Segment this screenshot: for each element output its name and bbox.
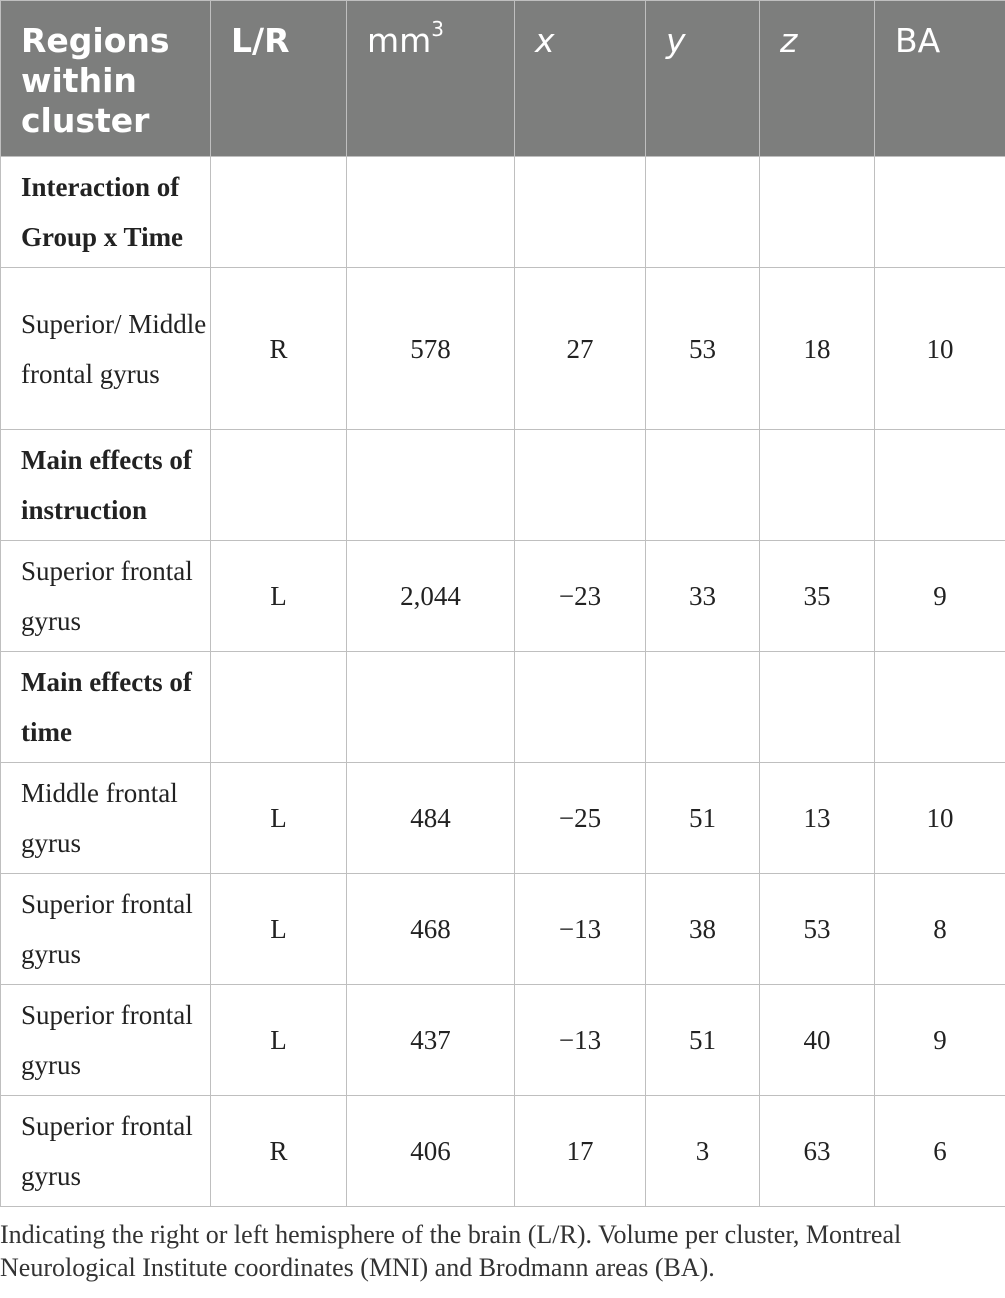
header-region: Regions within cluster	[1, 1, 211, 157]
mm3-cell: 2,044	[347, 541, 515, 652]
table-row	[1, 763, 1005, 874]
lr-cell: L	[211, 985, 347, 1096]
y-cell: 51	[646, 763, 760, 874]
z-cell: 13	[760, 763, 875, 874]
y-cell: 53	[646, 268, 760, 430]
section-row	[1, 430, 1005, 541]
x-cell: −13	[515, 985, 646, 1096]
region-cell: Superior/ Middle frontal gyrus	[1, 268, 211, 430]
region-cell: Superior frontal gyrus	[1, 985, 211, 1096]
x-cell: −13	[515, 874, 646, 985]
section-label: Main effects of instruction	[1, 430, 211, 541]
lr-cell: R	[211, 1096, 347, 1207]
section-row	[1, 157, 1005, 268]
lr-cell: L	[211, 763, 347, 874]
z-cell: 18	[760, 268, 875, 430]
z-cell: 53	[760, 874, 875, 985]
z-cell: 35	[760, 541, 875, 652]
header-ba: BA	[875, 1, 1005, 157]
z-cell: 63	[760, 1096, 875, 1207]
header-mm3-label: mm	[367, 21, 432, 60]
table-row	[1, 874, 1005, 985]
table-row	[1, 1096, 1005, 1207]
mm3-cell: 406	[347, 1096, 515, 1207]
header-mm3-sup: 3	[431, 17, 445, 41]
header-mm3	[347, 1, 515, 157]
header-lr: L/R	[211, 1, 347, 157]
z-cell: 40	[760, 985, 875, 1096]
ba-cell: 6	[875, 1096, 1005, 1207]
table-row	[1, 541, 1005, 652]
section-label: Interaction of Group x Time	[1, 157, 211, 268]
x-cell: −25	[515, 763, 646, 874]
x-cell: 17	[515, 1096, 646, 1207]
mm3-cell: 437	[347, 985, 515, 1096]
table-row	[1, 985, 1005, 1096]
ba-cell: 10	[875, 763, 1005, 874]
y-cell: 38	[646, 874, 760, 985]
y-cell: 33	[646, 541, 760, 652]
region-cell: Middle frontal gyrus	[1, 763, 211, 874]
header-y: y	[646, 1, 760, 157]
lr-cell: R	[211, 268, 347, 430]
header-z: z	[760, 1, 875, 157]
region-cell: Superior frontal gyrus	[1, 874, 211, 985]
table-row	[1, 268, 1005, 430]
region-cell: Superior frontal gyrus	[1, 541, 211, 652]
mm3-cell: 484	[347, 763, 515, 874]
header-row	[1, 1, 1005, 157]
ba-cell: 10	[875, 268, 1005, 430]
x-cell: 27	[515, 268, 646, 430]
mm3-cell: 468	[347, 874, 515, 985]
ba-cell: 9	[875, 985, 1005, 1096]
mm3-cell: 578	[347, 268, 515, 430]
ba-cell: 9	[875, 541, 1005, 652]
x-cell: −23	[515, 541, 646, 652]
lr-cell: L	[211, 874, 347, 985]
lr-cell: L	[211, 541, 347, 652]
header-x: x	[515, 1, 646, 157]
y-cell: 3	[646, 1096, 760, 1207]
region-cell: Superior frontal gyrus	[1, 1096, 211, 1207]
ba-cell: 8	[875, 874, 1005, 985]
y-cell: 51	[646, 985, 760, 1096]
table-footnote: Indicating the right or left hemisphere of the brain (L/R). Volume per cluster, Montreal Neurological Institute coordinates (MNI) and Brodmann areas (BA).	[0, 1220, 902, 1282]
section-row	[1, 652, 1005, 763]
section-label: Main effects of time	[1, 652, 211, 763]
